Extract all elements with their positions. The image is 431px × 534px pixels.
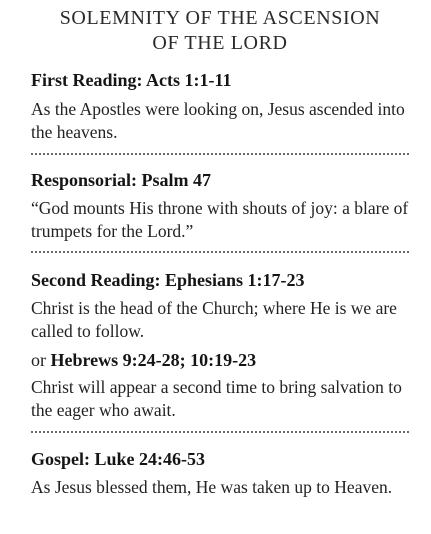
second-reading-alternative [31, 349, 409, 371]
second-reading-section [31, 269, 409, 422]
page-title-line-2: OF THE LORD [152, 32, 288, 54]
alternative-prefix: or [31, 350, 46, 370]
page-title-line-1: SOLEMNITY OF THE ASCENSION [59, 7, 381, 29]
second-reading-summary: Christ is the head of the Church; where He is we are called to follow. [31, 298, 397, 341]
second-reading-heading: Second Reading: Ephesians 1:17-23 [31, 270, 305, 290]
first-reading-heading: First Reading: Acts 1:1-11 [31, 70, 232, 90]
responsorial-section [31, 169, 409, 243]
section-divider [31, 153, 409, 155]
first-reading-summary: As the Apostles were looking on, Jesus ascended into the heavens. [31, 99, 405, 142]
section-divider [31, 431, 409, 433]
first-reading-section [31, 69, 409, 144]
responsorial-summary: “God mounts His throne with shouts of joy: a blare of trumpets for the Lord.” [31, 198, 409, 241]
page-title [31, 6, 409, 56]
section-divider [31, 251, 409, 253]
alternative-heading: Hebrews 9:24-28; 10:19-23 [50, 350, 257, 370]
gospel-heading: Gospel: Luke 24:46-53 [31, 449, 206, 469]
gospel-summary: As Jesus blessed them, He was taken up to Heaven. [31, 477, 393, 497]
responsorial-heading: Responsorial: Psalm 47 [31, 170, 211, 190]
gospel-section [31, 448, 409, 499]
alternative-summary: Christ will appear a second time to bring salvation to the eager who await. [31, 377, 402, 420]
